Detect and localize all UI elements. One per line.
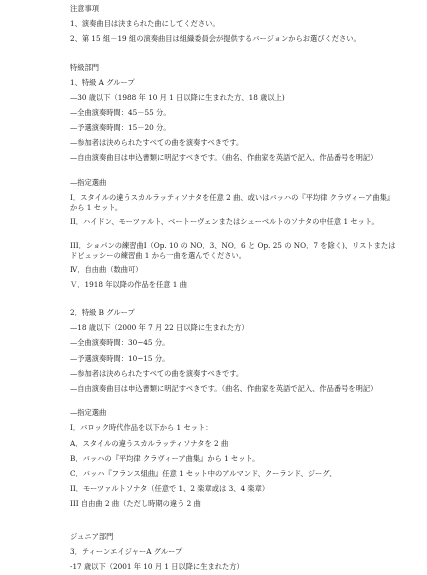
group-a-heading: 1、特級 A グループ: [70, 77, 135, 87]
group-b-all-pieces: —参加者は決められたすべての曲を演奏すべきです。: [70, 368, 244, 378]
junior-group-a-heading: 3．ティーンエイジャーA グループ: [70, 546, 183, 556]
group-a-designated-2: II．ハイドン、モーツァルト、ベートーヴェンまたはシューベルトのソナタの中任意 1 セット。: [70, 217, 379, 227]
group-a-free-piece: —自由演奏曲目は申込書類に明記すべきです。（曲名、作曲家を英語で記入、作品番号を明記）: [70, 153, 378, 163]
junior-group-a-age: -17 歳以下（2001 年 10 月 1 日以降に生まれた方）: [70, 561, 244, 571]
group-b-designated-1b: B．バッハの『平均律 クラヴィーア曲集』から 1 セット。: [70, 453, 260, 463]
group-a-all-pieces: —参加者は決められたすべての曲を演奏すべきです。: [70, 138, 244, 148]
group-a-prelim-time: —予選演奏時間：15－20 分。: [70, 123, 171, 133]
group-a-designated-4: Ⅳ．自由曲（数曲可）: [70, 264, 143, 274]
group-b-designated-1: Ⅰ．バロック時代作品を以下から 1 セット：: [70, 423, 213, 433]
group-a-designated-3: III．ショパンの練習曲Ⅰ（Op. 10 の NO．3、NO．6 と Op. 25 の NO．7 を除く)、リストまたはドビュッシーの練習曲 1 から一曲を選んでください。: [70, 240, 396, 260]
group-b-age: —18 歳以下（2000 年 7 月 22 日以降に生まれた方）: [70, 323, 249, 333]
notes-item-1: 1、演奏曲目は決まられた曲にしてください。: [70, 18, 220, 28]
group-b-designated-1c: C．バッハ『フランス組曲』任意 1 セット中のアルマンド、クーランド、ジーグ、: [70, 468, 337, 478]
group-a-designated-5: Ｖ．1918 年以降の作品を任意 1 曲: [70, 279, 187, 289]
group-b-heading: 2．特級 B グループ: [70, 308, 135, 318]
group-a-full-time: —全曲演奏時間：45－55 分。: [70, 108, 171, 118]
notes-item-2: 2、第 15 組－19 組の演奏曲目は組織委員会が提供するバージョンからお選びください。: [70, 33, 361, 43]
notes-heading: 注意事項: [70, 3, 100, 13]
group-a-designated: —指定選曲: [70, 178, 107, 188]
group-b-designated: —指定選曲: [70, 408, 107, 418]
junior-section-heading: ジュニア部門: [70, 531, 114, 541]
group-b-designated-2: II．モーツァルトソナタ（任意で 1、2 楽章或は 3、4 楽章）: [70, 483, 270, 493]
group-a-age: —30 歳以下（1988 年 10 月 1 日以降に生まれた方、18 歳以上): [70, 93, 285, 103]
group-b-designated-3: III 自由曲 2 曲（ただし時期の違う 2 曲: [70, 498, 201, 508]
group-b-designated-1a: A．スタイルの違うスカルラッティソナタを 2 曲: [70, 438, 229, 448]
tokkyu-section-heading: 特級部門: [70, 62, 100, 72]
group-b-prelim-time: —予選演奏時間：10−15 分。: [70, 353, 170, 363]
group-a-designated-1: Ⅰ．スタイルの違うスカルラッティソナタを任意 2 曲、或いはバッハの『平均律 クラヴィーア曲集』から 1 セット。: [70, 193, 395, 212]
group-b-full-time: —全曲演奏時間：30−45 分。: [70, 338, 170, 348]
group-b-free-piece: —自由演奏曲目は申込書類に明記すべきです。（曲名、作曲家を英語で記入、作品番号を明記）: [70, 383, 378, 393]
